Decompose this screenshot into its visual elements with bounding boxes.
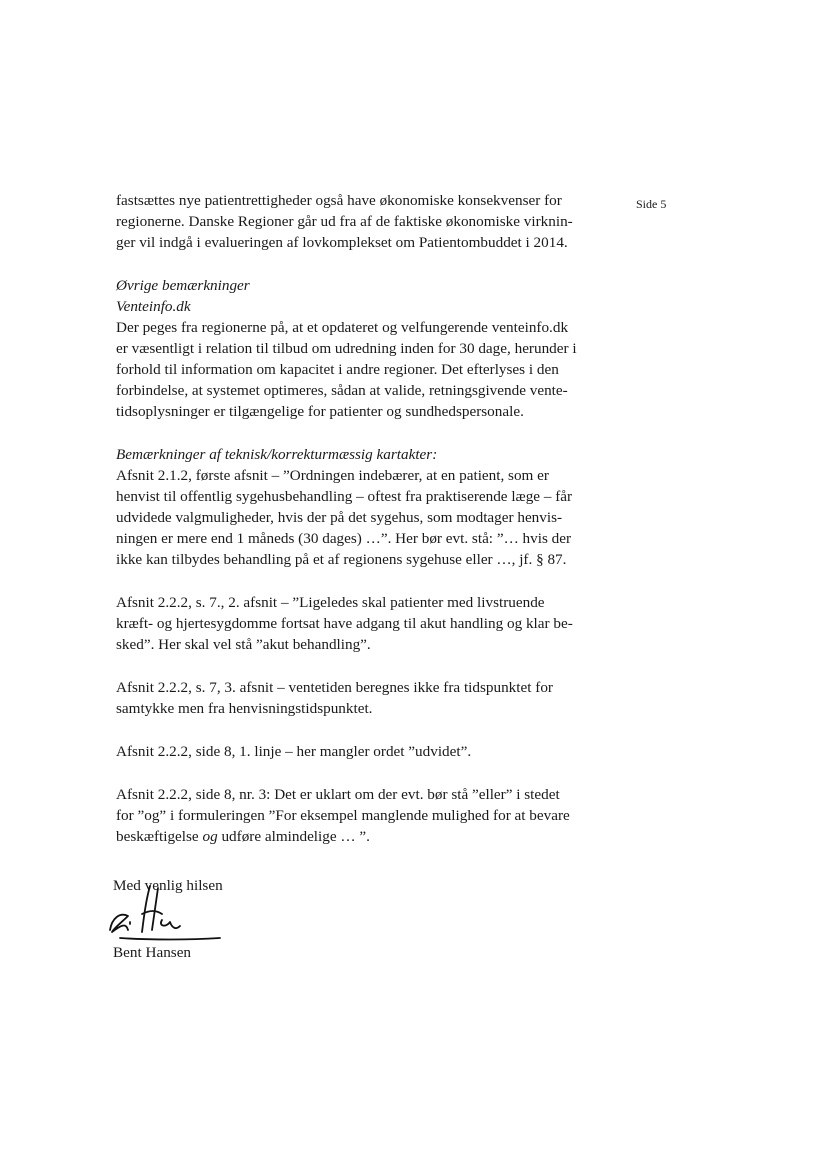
text-line: for ”og” i formuleringen ”For eksempel manglende mulighed for at bevare xyxy=(116,807,570,824)
text-line: udvidede valgmuligheder, hvis der på det sygehus, som modtager henvis- xyxy=(116,509,563,526)
signer-name: Bent Hansen xyxy=(113,944,192,961)
text-line: Afsnit 2.2.2, s. 7., 2. afsnit – ”Ligeledes skal patienter med livstruende xyxy=(116,594,545,611)
text-line: sked”. Her skal vel stå ”akut behandling”. xyxy=(116,636,371,653)
text-line xyxy=(116,826,600,847)
paragraph-afsnit-2-2-2-b xyxy=(116,677,600,719)
text-fragment: udføre almindelige … ”. xyxy=(217,828,370,845)
text-line: forbindelse, at systemet optimeres, sådan at valide, retningsgivende vente- xyxy=(116,382,568,399)
text-line: regionerne. Danske Regioner går ud fra af de faktiske økonomiske virknin- xyxy=(116,213,573,230)
text-line: Der peges fra regionerne på, at et opdateret og velfungerende venteinfo.dk xyxy=(116,319,569,336)
text-line: Afsnit 2.2.2, side 8, nr. 3: Det er uklart om der evt. bør stå ”eller” i stedet xyxy=(116,786,560,803)
paragraph-afsnit-2-1-2 xyxy=(116,465,600,570)
text-line: kræft- og hjertesygdomme fortsat have adgang til akut handling og klar be- xyxy=(116,615,573,632)
text-line: ikke kan tilbydes behandling på et af regionens sygehuse eller …, jf. § 87. xyxy=(116,551,567,568)
text-line: ningen er mere end 1 måneds (30 dages) …”. Her bør evt. stå: ”… hvis der xyxy=(116,530,572,547)
text-line: Afsnit 2.2.2, s. 7, 3. afsnit – ventetiden beregnes ikke fra tidspunktet for xyxy=(116,679,553,696)
signature-image xyxy=(100,882,224,942)
section-heading-venteinfo: Venteinfo.dk xyxy=(116,298,191,315)
paragraph-economics xyxy=(116,190,600,253)
text-line: tidsoplysninger er tilgængelige for patienter og sundhedspersonale. xyxy=(116,403,524,420)
paragraph-venteinfo xyxy=(116,317,600,422)
text-line: er væsentligt i relation til tilbud om udredning inden for 30 dage, herunder i xyxy=(116,340,577,357)
paragraph-afsnit-2-2-2-c xyxy=(116,741,600,762)
text-line: Afsnit 2.2.2, side 8, 1. linje – her mangler ordet ”udvidet”. xyxy=(116,743,472,760)
text-line: fastsættes nye patientrettigheder også have økonomiske konsekvenser for xyxy=(116,192,562,209)
paragraph-afsnit-2-2-2-a xyxy=(116,592,600,655)
text-fragment: beskæftigelse xyxy=(116,828,203,845)
text-line: henvist til offentlig sygehusbehandling – oftest fra praktiserende læge – får xyxy=(116,488,573,505)
section-heading-other-remarks: Øvrige bemærkninger xyxy=(116,277,250,294)
text-line: samtykke men fra henvisningstidspunktet. xyxy=(116,700,373,717)
section-heading-technical-remarks: Bemærkninger af teknisk/korrekturmæssig kartakter: xyxy=(116,446,438,463)
letter-body xyxy=(116,190,600,847)
text-line: forhold til information om kapacitet i andre regioner. Det efterlyses i den xyxy=(116,361,559,378)
emphasized-word: og xyxy=(202,828,218,845)
paragraph-afsnit-2-2-2-d xyxy=(116,784,600,847)
page-number: Side 5 xyxy=(636,197,667,211)
text-line: ger vil indgå i evalueringen af lovkomplekset om Patientombuddet i 2014. xyxy=(116,234,568,251)
closing-greeting: Med venlig hilsen xyxy=(113,877,223,894)
text-line: Afsnit 2.1.2, første afsnit – ”Ordningen indebærer, at en patient, som er xyxy=(116,467,549,484)
